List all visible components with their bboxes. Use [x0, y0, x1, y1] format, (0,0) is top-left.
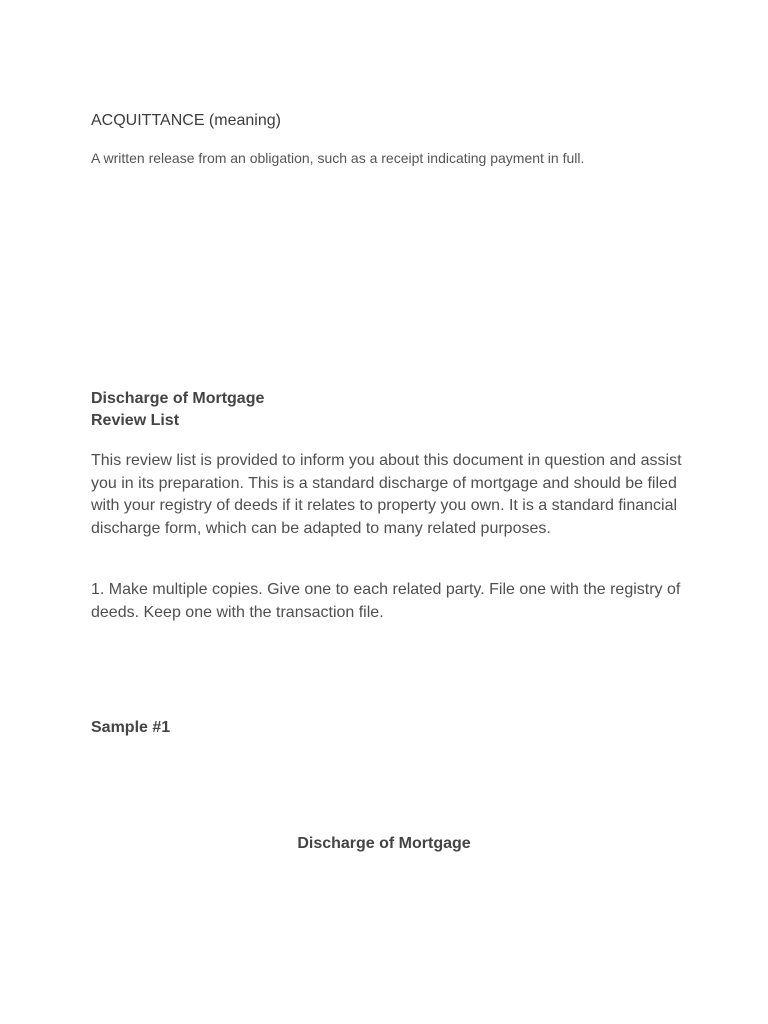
sample-label: Sample #1	[91, 719, 171, 736]
acquittance-definition: A written release from an obligation, such as a receipt indicating payment in full.	[91, 150, 585, 166]
copies-instruction: 1. Make multiple copies. Give one to each related party. File one with the registry of deeds. Keep one with the transaction file.	[91, 581, 681, 621]
section-title-line-2: Review List	[91, 412, 180, 429]
section-title-line-1: Discharge of Mortgage	[91, 390, 265, 407]
section-title	[91, 388, 691, 432]
review-paragraph: This review list is provided to inform you about this document in question and assist you in its preparation. This is a standard discharge of mortgage and should be filed with your registry of deeds if it relates to property you own. It is a standard financial discharge form, which can be adapted to many related purposes.	[91, 452, 682, 537]
centered-title: Discharge of Mortgage	[297, 835, 471, 852]
acquittance-heading: ACQUITTANCE (meaning)	[91, 112, 281, 129]
